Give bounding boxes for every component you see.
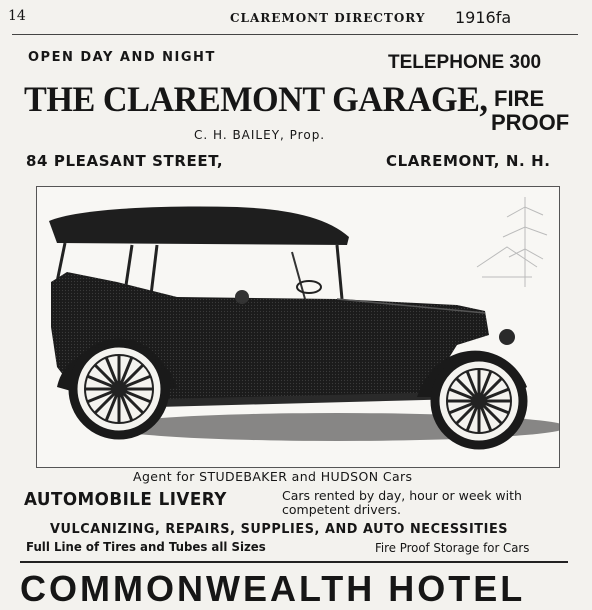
business-name: THE CLAREMONT GARAGE, (24, 79, 488, 119)
touring-car-photo (36, 186, 560, 468)
rental-text-line2: competent drivers. (282, 502, 401, 517)
driver-figure (235, 290, 249, 304)
background-tree (477, 197, 547, 287)
directory-title: CLAREMONT DIRECTORY (230, 11, 426, 25)
front-wheel (435, 357, 523, 445)
car-illustration (37, 187, 559, 467)
car-roof (49, 207, 349, 245)
telephone-text: TELEPHONE 300 (388, 52, 542, 73)
page-number: 14 (8, 8, 26, 24)
tires-line: Full Line of Tires and Tubes all Sizes (26, 539, 266, 554)
proof-text: PROOF (491, 110, 570, 135)
storage-line: Fire Proof Storage for Cars (375, 540, 530, 555)
fire-text: FIRE (494, 86, 545, 111)
hours-text: OPEN DAY AND NIGHT (28, 50, 216, 65)
agent-line: Agent for STUDEBAKER and HUDSON Cars (133, 469, 413, 484)
header-rule (12, 34, 578, 35)
services-line: VULCANIZING, REPAIRS, SUPPLIES, AND AUTO NECESSITIES (50, 521, 509, 537)
ad-divider (20, 561, 568, 563)
street-address: 84 PLEASANT STREET, (26, 152, 224, 170)
city-address: CLAREMONT, N. H. (386, 152, 551, 170)
steering-wheel (297, 281, 321, 293)
handwritten-annotation: 1916fa (455, 8, 512, 27)
livery-heading: AUTOMOBILE LIVERY (24, 489, 227, 510)
headlamp (499, 329, 515, 345)
proprietor-text: C. H. BAILEY, Prop. (194, 128, 326, 142)
next-ad-title: COMMONWEALTH HOTEL (20, 568, 526, 609)
rental-text-line1: Cars rented by day, hour or week with (282, 488, 522, 503)
rear-wheel (73, 343, 165, 435)
